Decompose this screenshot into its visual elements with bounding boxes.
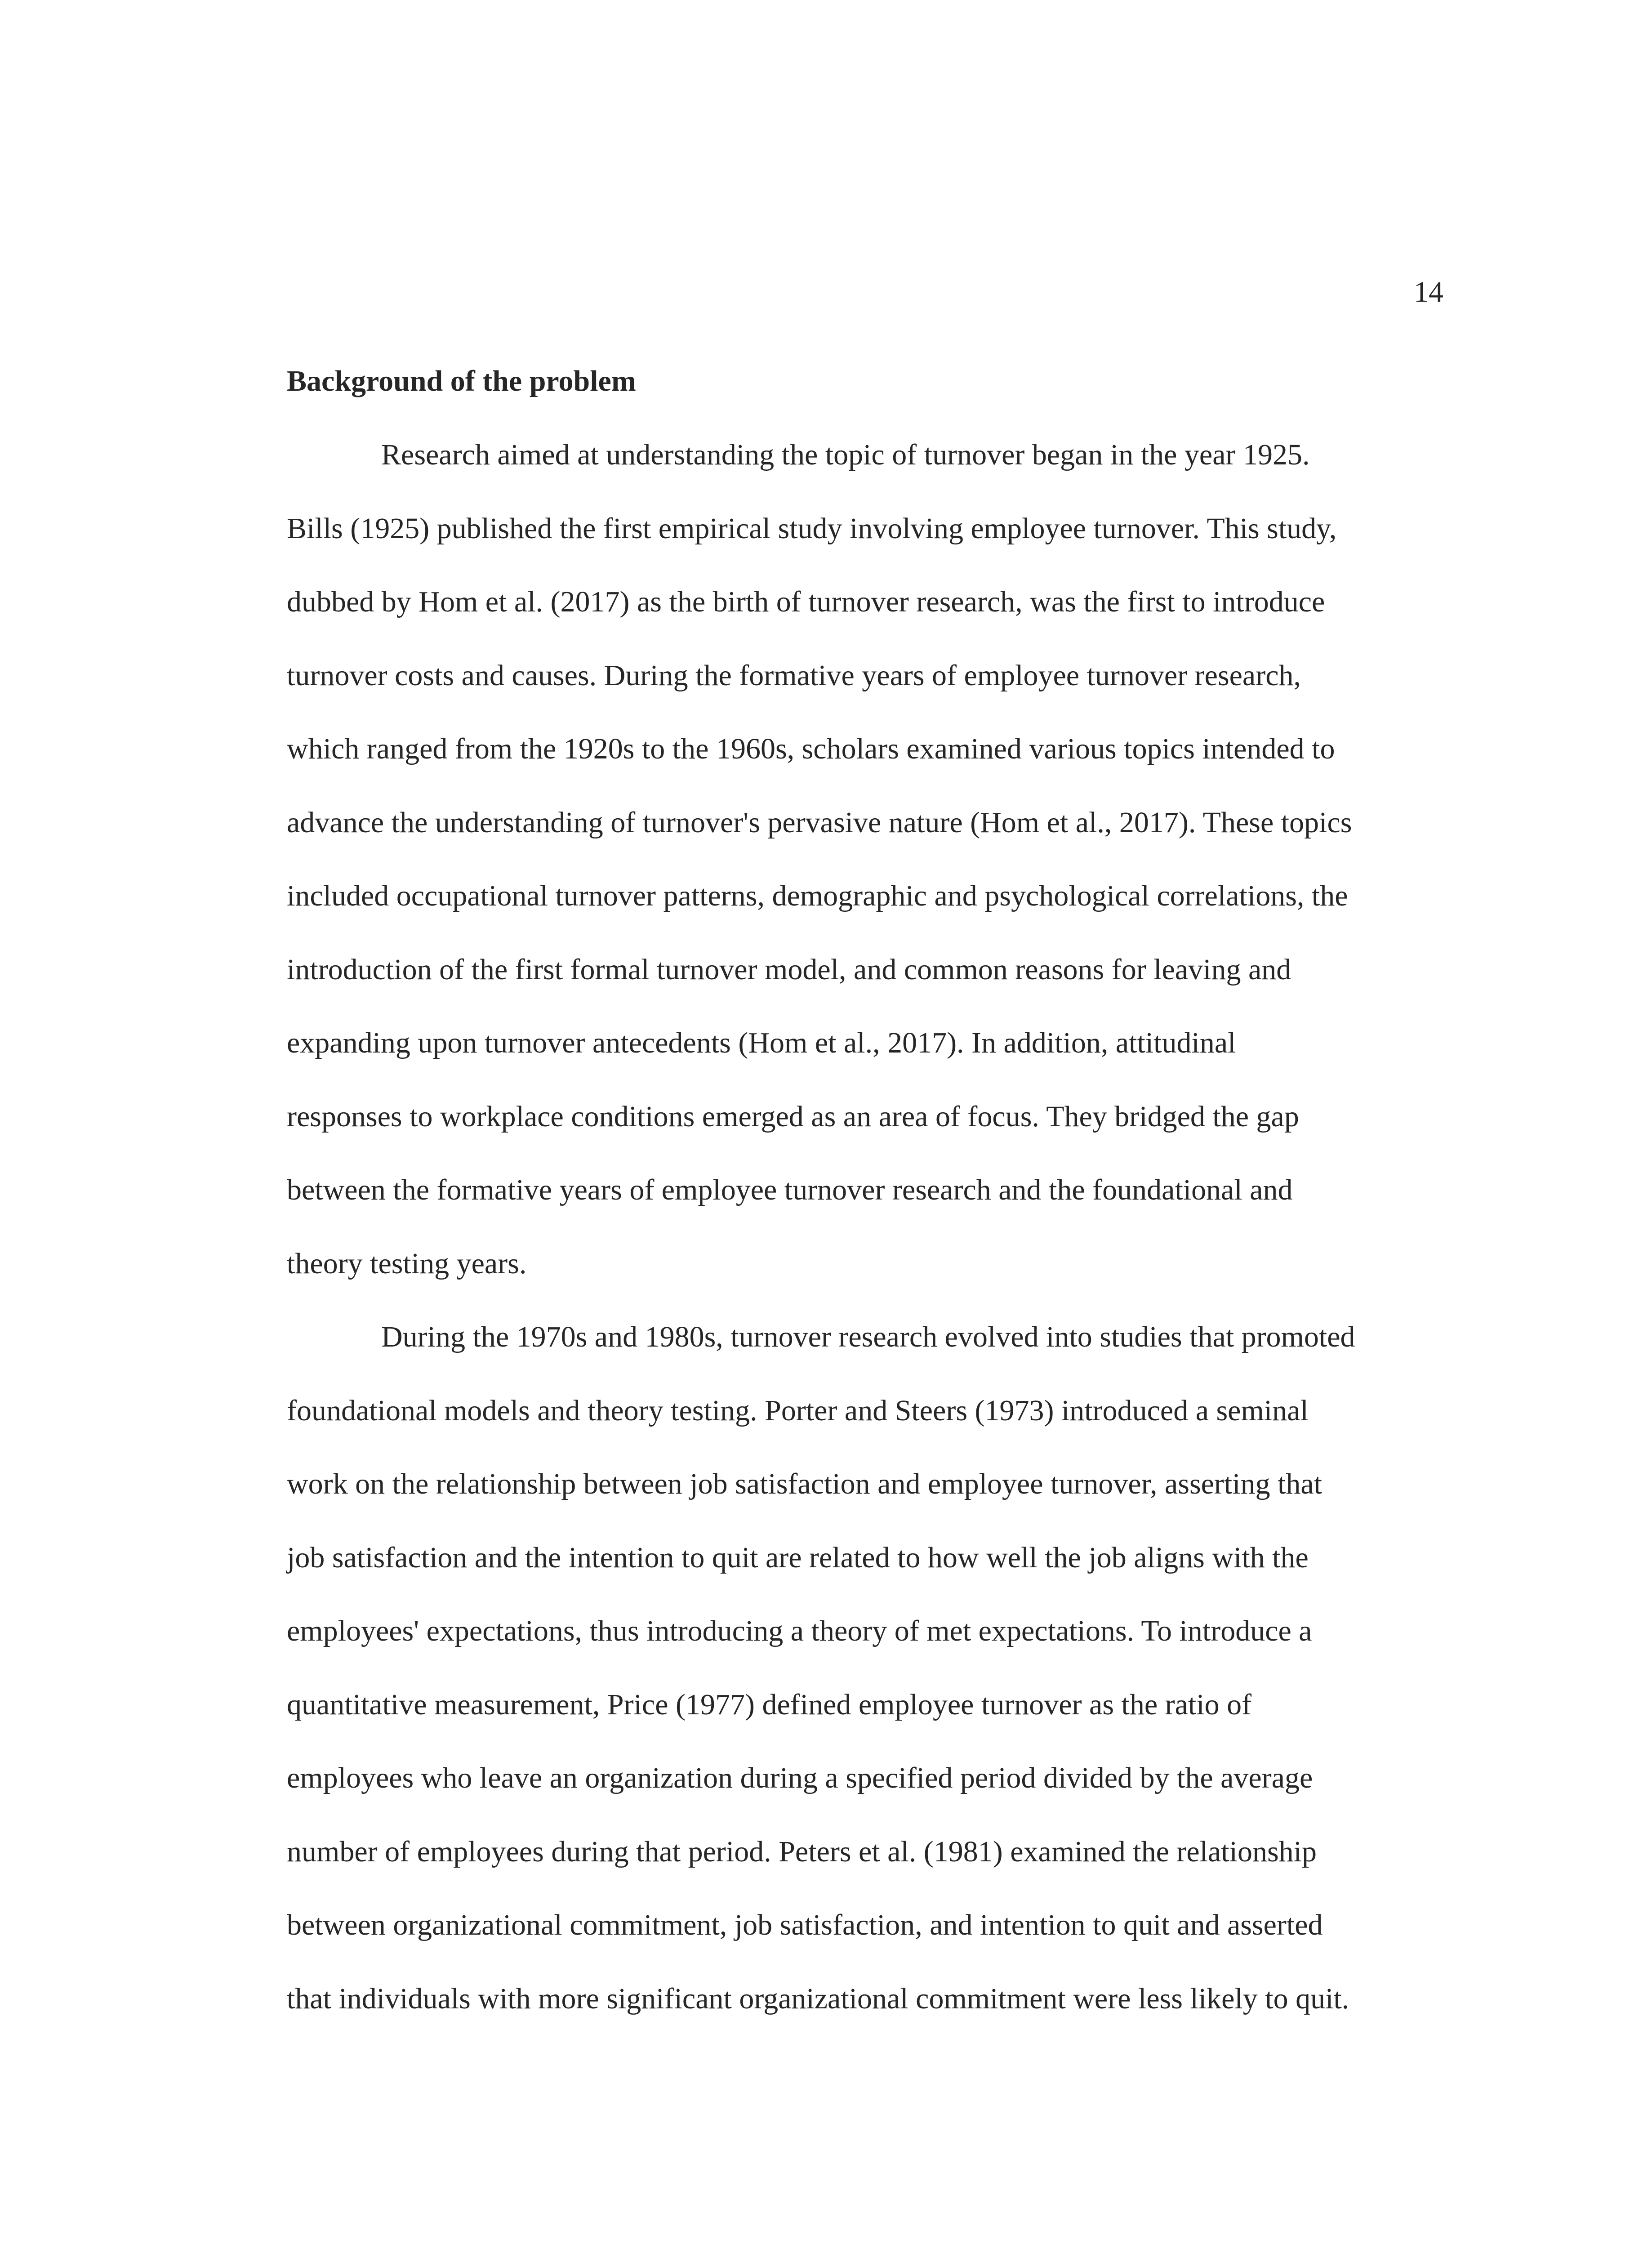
text-line: dubbed by Hom et al. (2017) as the birth of turnover research, was the first to introduce	[287, 585, 1325, 618]
document-body	[287, 363, 1447, 2054]
text-line: work on the relationship between job satisfaction and employee turnover, asserting that	[287, 1467, 1322, 1500]
text-line: between organizational commitment, job satisfaction, and intention to quit and asserted	[287, 1909, 1323, 1941]
text-line: job satisfaction and the intention to quit are related to how well the job aligns with the	[287, 1541, 1309, 1574]
text-line: employees who leave an organization during a specified period divided by the average	[287, 1762, 1313, 1794]
text-line: responses to workplace conditions emerged as an area of focus. They bridged the gap	[287, 1100, 1299, 1133]
paragraph-1	[287, 437, 1447, 1282]
text-line: foundational models and theory testing. Porter and Steers (1973) introduced a seminal	[287, 1394, 1309, 1427]
paragraph-2	[287, 1319, 1447, 2017]
text-line: During the 1970s and 1980s, turnover research evolved into studies that promoted	[381, 1320, 1355, 1353]
text-line: quantitative measurement, Price (1977) defined employee turnover as the ratio of	[287, 1688, 1252, 1721]
text-line: between the formative years of employee turnover research and the foundational and	[287, 1173, 1293, 1206]
text-line: employees' expectations, thus introducing a theory of met expectations. To introduce a	[287, 1615, 1312, 1647]
text-line: number of employees during that period. Peters et al. (1981) examined the relationship	[287, 1835, 1317, 1868]
text-line: that individuals with more significant organizational commitment were less likely to quit.	[287, 1982, 1349, 2015]
text-line: theory testing years.	[287, 1247, 527, 1280]
section-heading: Background of the problem	[287, 365, 636, 397]
text-line: Research aimed at understanding the topic of turnover began in the year 1925.	[381, 438, 1310, 471]
text-line: turnover costs and causes. During the formative years of employee turnover research,	[287, 659, 1301, 692]
text-line: Bills (1925) published the first empirical study involving employee turnover. This study,	[287, 512, 1337, 545]
text-line: advance the understanding of turnover's pervasive nature (Hom et al., 2017). These topics	[287, 806, 1352, 839]
page-number: 14	[1414, 276, 1443, 308]
text-line: which ranged from the 1920s to the 1960s, scholars examined various topics intended to	[287, 732, 1335, 765]
text-line: included occupational turnover patterns, demographic and psychological correlations, the	[287, 879, 1348, 912]
text-line: expanding upon turnover antecedents (Hom et al., 2017). In addition, attitudinal	[287, 1026, 1236, 1059]
text-line: introduction of the first formal turnover model, and common reasons for leaving and	[287, 953, 1291, 986]
